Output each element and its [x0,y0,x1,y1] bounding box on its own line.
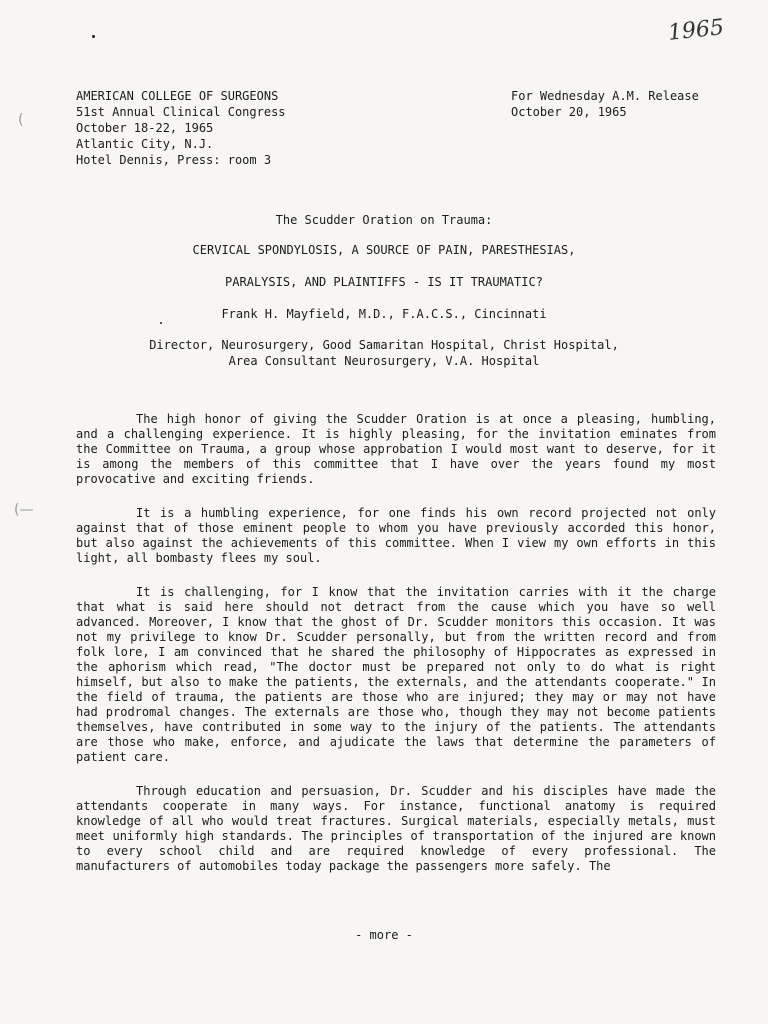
release-note: For Wednesday A.M. Release [511,89,699,103]
handwritten-year: 1965 [666,15,726,46]
paper-title-line-2: PARALYSIS, AND PLAINTIFFS - IS IT TRAUMATIC? [225,275,543,289]
paragraph: It is a humbling experience, for one finds his own record projected not only against that of those eminent people to whom you have previously accorded this honor, but also against the achievements of this committee. When I view my own efforts in this light, all bombasty flees my soul. [76,506,716,565]
paragraph: It is challenging, for I know that the invitation carries with it the charge that what is said here should not detract from the cause which you have so well advanced. Moreover, I know that the ghost of Dr. Scudder monitors this occasion. It was not my privilege to know Dr. Scudder personally, but from the written record and from folk lore, I am convinced that he shared the philosophy of Hippocrates as expressed in the aphorism which read, "The doctor must be prepared not only to do what is right himself, but also to make the patients, the externals, and the attendants cooperate." In the field of trauma, the patients are those who are injured; they may or may not have had prodromal changes. The externals are those who, though they may not become patients themselves, have contributed in some way to the injury of the patients. The attendants are those who make, enforce, and ajudicate the laws that determine the parameters of patient care. [76,585,716,764]
affiliation-line-1: Director, Neurosurgery, Good Samaritan Hospital, Christ Hospital, [149,338,619,352]
paper-title-cont [0,274,768,290]
oration-heading [0,212,768,228]
margin-mark: ( [18,112,24,128]
speck-mark [92,35,95,38]
header-location: Atlantic City, N.J. [76,137,214,151]
paper-title-line-1: CERVICAL SPONDYLOSIS, A SOURCE OF PAIN, PARESTHESIAS, [192,243,576,257]
header-org: AMERICAN COLLEGE OF SURGEONS [76,89,279,103]
header-right [511,88,699,120]
header-press-room: Hotel Dennis, Press: room 3 [76,153,272,167]
affiliation-line-2: Area Consultant Neurosurgery, V.A. Hospital [228,354,540,368]
author-block [0,306,768,322]
author-name: Frank H. Mayfield, M.D., F.A.C.S., Cincinnati [221,307,547,321]
body-text [76,412,716,893]
speck-mark [160,322,162,324]
paragraph: Through education and persuasion, Dr. Scudder and his disciples have made the attendants cooperate in many ways. For instance, functional anatomy is required knowledge of all who would treat fractures. Surgical materials, especially metals, must meet uniformly high standards. The principles of transportation of the injured are known to every school child and are required knowledge of every professional. The manufacturers of automobiles today package the passengers more safely. The [76,784,716,873]
margin-mark: (— [14,502,34,518]
footer-more: - more - [355,928,413,942]
header-congress: 51st Annual Clinical Congress [76,105,286,119]
header-dates: October 18-22, 1965 [76,121,214,135]
header-left [76,88,286,168]
affiliation-block [0,337,768,369]
release-date: October 20, 1965 [511,105,627,119]
paper-title [0,242,768,258]
paragraph: The high honor of giving the Scudder Oration is at once a pleasing, humbling, and a challenging experience. It is highly pleasing, for the invitation eminates from the Committee on Trauma, a group whose approbation I would most want to deserve, for it is among the members of this committee that I have over the years found my most provocative and exciting friends. [76,412,716,486]
oration-title: The Scudder Oration on Trauma: [275,213,493,227]
